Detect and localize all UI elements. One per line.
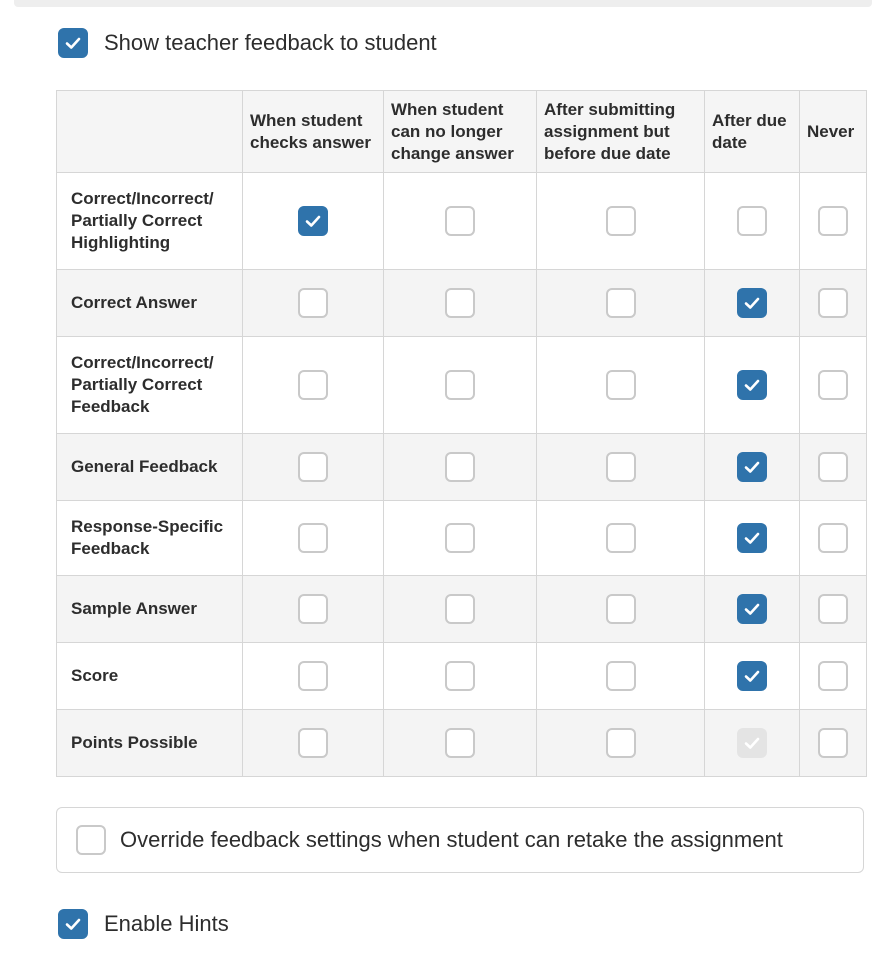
- table-cell: [384, 270, 537, 337]
- feedback-checkbox[interactable]: [737, 452, 767, 482]
- column-header: After due date: [705, 91, 800, 173]
- checkmark-icon: [63, 33, 83, 53]
- table-cell: [537, 337, 705, 434]
- row-label: Points Possible: [57, 710, 243, 777]
- table-cell: [800, 576, 867, 643]
- table-cell: [537, 643, 705, 710]
- feedback-checkbox[interactable]: [445, 370, 475, 400]
- checkmark-icon: [742, 666, 762, 686]
- table-cell: [243, 270, 384, 337]
- table-cell: [705, 434, 800, 501]
- feedback-checkbox[interactable]: [737, 206, 767, 236]
- feedback-checkbox[interactable]: [445, 452, 475, 482]
- table-cell: [384, 434, 537, 501]
- enable-hints-option[interactable]: [58, 909, 229, 939]
- corner-header-cell: [57, 91, 243, 173]
- table-cell: [537, 270, 705, 337]
- feedback-checkbox[interactable]: [298, 452, 328, 482]
- feedback-checkbox[interactable]: [298, 206, 328, 236]
- override-feedback-option[interactable]: [56, 807, 864, 873]
- table-cell: [243, 173, 384, 270]
- table-cell: [800, 337, 867, 434]
- table-cell: [800, 434, 867, 501]
- table-cell: [384, 501, 537, 576]
- row-label: General Feedback: [57, 434, 243, 501]
- table-row: [57, 710, 867, 777]
- table-row: [57, 434, 867, 501]
- override-feedback-label: Override feedback settings when student can retake the assignment: [120, 827, 783, 852]
- enable-hints-checkbox[interactable]: [58, 909, 88, 939]
- table-cell: [705, 576, 800, 643]
- feedback-checkbox[interactable]: [606, 728, 636, 758]
- column-header: When student checks answer: [243, 91, 384, 173]
- table-cell: [243, 434, 384, 501]
- feedback-checkbox[interactable]: [737, 370, 767, 400]
- table-header-row: [57, 91, 867, 173]
- table-row: [57, 643, 867, 710]
- checkmark-icon: [742, 599, 762, 619]
- table-cell: [537, 576, 705, 643]
- table-cell: [537, 710, 705, 777]
- feedback-checkbox[interactable]: [298, 523, 328, 553]
- table-cell: [800, 710, 867, 777]
- feedback-checkbox[interactable]: [298, 594, 328, 624]
- table-cell: [705, 710, 800, 777]
- row-label: Correct/Incorrect/ Partially Correct Highlighting: [57, 173, 243, 270]
- table-cell: [384, 576, 537, 643]
- feedback-checkbox[interactable]: [298, 288, 328, 318]
- table-cell: [537, 173, 705, 270]
- table-cell: [537, 434, 705, 501]
- table-cell: [800, 173, 867, 270]
- checkmark-icon: [742, 375, 762, 395]
- checkmark-icon: [303, 211, 323, 231]
- table-cell: [705, 173, 800, 270]
- row-label: Correct Answer: [57, 270, 243, 337]
- table-cell: [800, 643, 867, 710]
- table-cell: [243, 643, 384, 710]
- column-header: When student can no longer change answer: [384, 91, 537, 173]
- checkmark-icon: [742, 457, 762, 477]
- feedback-checkbox[interactable]: [818, 594, 848, 624]
- table-row: [57, 501, 867, 576]
- table-cell: [537, 501, 705, 576]
- feedback-checkbox[interactable]: [818, 206, 848, 236]
- feedback-checkbox[interactable]: [818, 661, 848, 691]
- feedback-checkbox[interactable]: [445, 594, 475, 624]
- feedback-checkbox[interactable]: [606, 206, 636, 236]
- table-row: [57, 270, 867, 337]
- feedback-checkbox[interactable]: [818, 523, 848, 553]
- feedback-checkbox[interactable]: [298, 370, 328, 400]
- feedback-checkbox[interactable]: [606, 370, 636, 400]
- override-feedback-checkbox[interactable]: [76, 825, 106, 855]
- row-label: Score: [57, 643, 243, 710]
- table-cell: [243, 501, 384, 576]
- feedback-checkbox: [737, 728, 767, 758]
- feedback-checkbox[interactable]: [606, 452, 636, 482]
- checkmark-icon: [742, 293, 762, 313]
- feedback-checkbox[interactable]: [606, 523, 636, 553]
- table-cell: [243, 337, 384, 434]
- row-label: Sample Answer: [57, 576, 243, 643]
- feedback-checkbox[interactable]: [445, 728, 475, 758]
- checkmark-icon: [63, 914, 83, 934]
- table-row: [57, 173, 867, 270]
- show-feedback-checkbox[interactable]: [58, 28, 88, 58]
- feedback-checkbox[interactable]: [445, 661, 475, 691]
- feedback-checkbox[interactable]: [445, 206, 475, 236]
- table-cell: [800, 501, 867, 576]
- table-row: [57, 337, 867, 434]
- table-cell: [384, 173, 537, 270]
- table-cell: [243, 710, 384, 777]
- feedback-checkbox[interactable]: [606, 594, 636, 624]
- table-cell: [384, 710, 537, 777]
- table-cell: [705, 643, 800, 710]
- checkmark-icon: [742, 733, 762, 753]
- top-panel-edge: [14, 0, 872, 7]
- table-cell: [384, 337, 537, 434]
- feedback-checkbox[interactable]: [818, 288, 848, 318]
- show-feedback-option[interactable]: [58, 28, 437, 58]
- feedback-checkbox[interactable]: [818, 452, 848, 482]
- table-cell: [705, 501, 800, 576]
- row-label: Correct/Incorrect/ Partially Correct Feedback: [57, 337, 243, 434]
- table-cell: [705, 337, 800, 434]
- table-cell: [800, 270, 867, 337]
- table-cell: [384, 643, 537, 710]
- row-label: Response-Specific Feedback: [57, 501, 243, 576]
- checkmark-icon: [742, 528, 762, 548]
- feedback-checkbox[interactable]: [606, 288, 636, 318]
- column-header: After submitting assignment but before due date: [537, 91, 705, 173]
- feedback-timing-table: [56, 90, 867, 777]
- feedback-checkbox[interactable]: [298, 661, 328, 691]
- feedback-checkbox[interactable]: [298, 728, 328, 758]
- feedback-checkbox[interactable]: [445, 523, 475, 553]
- enable-hints-label: Enable Hints: [104, 911, 229, 936]
- feedback-checkbox[interactable]: [737, 661, 767, 691]
- feedback-checkbox[interactable]: [737, 523, 767, 553]
- feedback-checkbox[interactable]: [606, 661, 636, 691]
- column-header: Never: [800, 91, 867, 173]
- table-cell: [705, 270, 800, 337]
- feedback-checkbox[interactable]: [818, 370, 848, 400]
- feedback-checkbox[interactable]: [737, 288, 767, 318]
- feedback-checkbox[interactable]: [737, 594, 767, 624]
- feedback-checkbox[interactable]: [818, 728, 848, 758]
- show-feedback-label: Show teacher feedback to student: [104, 30, 437, 55]
- table-cell: [243, 576, 384, 643]
- feedback-checkbox[interactable]: [445, 288, 475, 318]
- table-row: [57, 576, 867, 643]
